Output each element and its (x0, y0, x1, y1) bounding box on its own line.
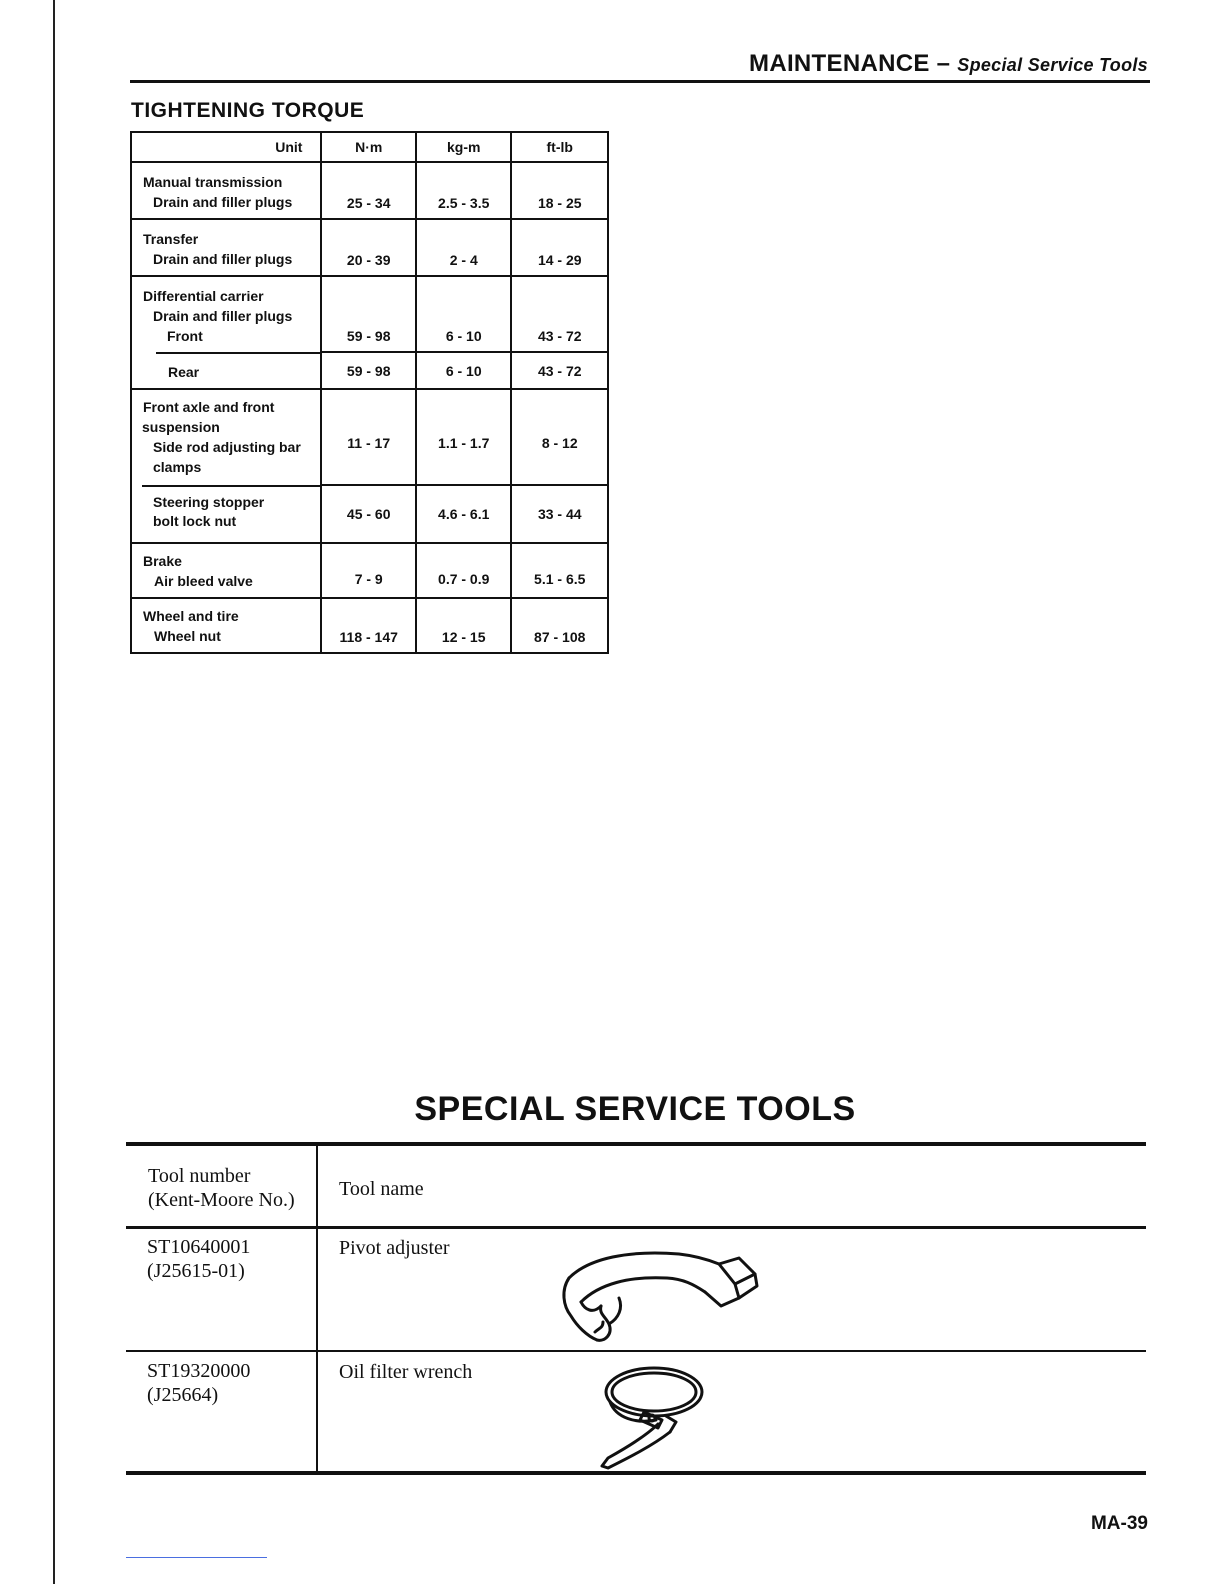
row-group-label: Manual transmission (143, 174, 283, 190)
value-ftlb: 14 - 29 (511, 219, 608, 276)
row-sub-label-cont: clamps (153, 459, 202, 475)
value-nm: 25 - 34 (321, 162, 416, 219)
value-kgm: 0.7 - 0.9 (416, 543, 511, 598)
table-row (131, 598, 608, 653)
binding-edge-line (53, 0, 55, 1584)
row-group-label: Front axle and front (143, 399, 275, 415)
oil-filter-wrench-icon (596, 1362, 716, 1472)
table-top-rule (126, 1142, 1146, 1146)
tool-number-cell (147, 1235, 250, 1283)
row-sub-label: Steering stopper (153, 494, 265, 510)
header-tool-number-line1: Tool number (148, 1165, 251, 1187)
value-ftlb: 33 - 44 (511, 485, 608, 543)
col-kgm: kg-m (416, 132, 511, 162)
tool-number: ST10640001 (147, 1236, 251, 1258)
col-ftlb: ft-lb (511, 132, 608, 162)
header-rule (130, 80, 1150, 83)
table-row-rule (126, 1350, 1146, 1352)
value-nm: 45 - 60 (321, 485, 416, 543)
row-group-label: Differential carrier (143, 288, 264, 304)
table-row (131, 276, 608, 352)
value-ftlb: 87 - 108 (511, 598, 608, 653)
torque-header-row (131, 132, 608, 162)
table-row (131, 543, 608, 598)
row-group-label-cont: suspension (142, 419, 220, 435)
table-row (131, 162, 608, 219)
header-tool-number (148, 1164, 295, 1212)
row-sub-label: Rear (156, 352, 320, 388)
header-separator: – (929, 50, 958, 77)
col-nm: N·m (321, 132, 416, 162)
value-nm: 7 - 9 (321, 543, 416, 598)
special-service-tools-title: SPECIAL SERVICE TOOLS (414, 1090, 856, 1128)
value-kgm: 2.5 - 3.5 (416, 162, 511, 219)
footer-link-line (126, 1557, 267, 1558)
running-header (749, 50, 1148, 78)
col-unit: Unit (131, 132, 321, 162)
table-row (131, 389, 608, 485)
row-item-label: Air bleed valve (154, 573, 253, 589)
value-nm: 118 - 147 (321, 598, 416, 653)
value-kgm: 6 - 10 (416, 352, 511, 389)
pivot-adjuster-icon (559, 1244, 769, 1346)
value-kgm: 2 - 4 (416, 219, 511, 276)
tightening-torque-title: TIGHTENING TORQUE (131, 99, 365, 122)
value-ftlb: 18 - 25 (511, 162, 608, 219)
row-sub-label: Front (167, 328, 203, 344)
tool-number-cell (147, 1359, 250, 1407)
row-group-label: Wheel and tire (143, 608, 239, 624)
value-ftlb: 43 - 72 (511, 276, 608, 352)
row-sub-label-cont: bolt lock nut (153, 513, 237, 529)
value-kgm: 1.1 - 1.7 (416, 389, 511, 485)
header-tool-name: Tool name (339, 1178, 424, 1200)
value-kgm: 12 - 15 (416, 598, 511, 653)
row-item-label: Drain and filler plugs (153, 308, 293, 324)
row-group-label: Brake (143, 553, 182, 569)
header-subsection: Special Service Tools (957, 55, 1148, 75)
value-ftlb: 8 - 12 (511, 389, 608, 485)
tool-number: ST19320000 (147, 1360, 251, 1382)
table-row (131, 352, 608, 389)
value-kgm: 6 - 10 (416, 276, 511, 352)
row-sub-label: Side rod adjusting bar (153, 439, 301, 455)
page-number: MA-39 (1090, 1513, 1148, 1534)
special-service-tools-table (126, 1142, 1146, 1477)
table-header-rule (126, 1226, 1146, 1229)
row-item-label: Wheel nut (154, 628, 221, 644)
header-section: MAINTENANCE (749, 50, 930, 77)
kent-moore-number: (J25664) (147, 1384, 219, 1406)
row-item-label: Drain and filler plugs (153, 194, 293, 210)
table-column-rule (316, 1142, 318, 1473)
value-ftlb: 43 - 72 (511, 352, 608, 389)
value-ftlb: 5.1 - 6.5 (511, 543, 608, 598)
value-nm: 59 - 98 (321, 352, 416, 389)
header-tool-number-line2: (Kent-Moore No.) (148, 1189, 295, 1211)
kent-moore-number: (J25615-01) (147, 1260, 245, 1282)
row-group-label: Transfer (143, 231, 199, 247)
torque-table (130, 131, 609, 654)
table-row (131, 485, 608, 543)
value-kgm: 4.6 - 6.1 (416, 485, 511, 543)
tool-name: Pivot adjuster (339, 1237, 450, 1259)
table-row (131, 219, 608, 276)
value-nm: 11 - 17 (321, 389, 416, 485)
value-nm: 20 - 39 (321, 219, 416, 276)
value-nm: 59 - 98 (321, 276, 416, 352)
row-item-label: Drain and filler plugs (153, 251, 293, 267)
tool-name: Oil filter wrench (339, 1361, 473, 1383)
